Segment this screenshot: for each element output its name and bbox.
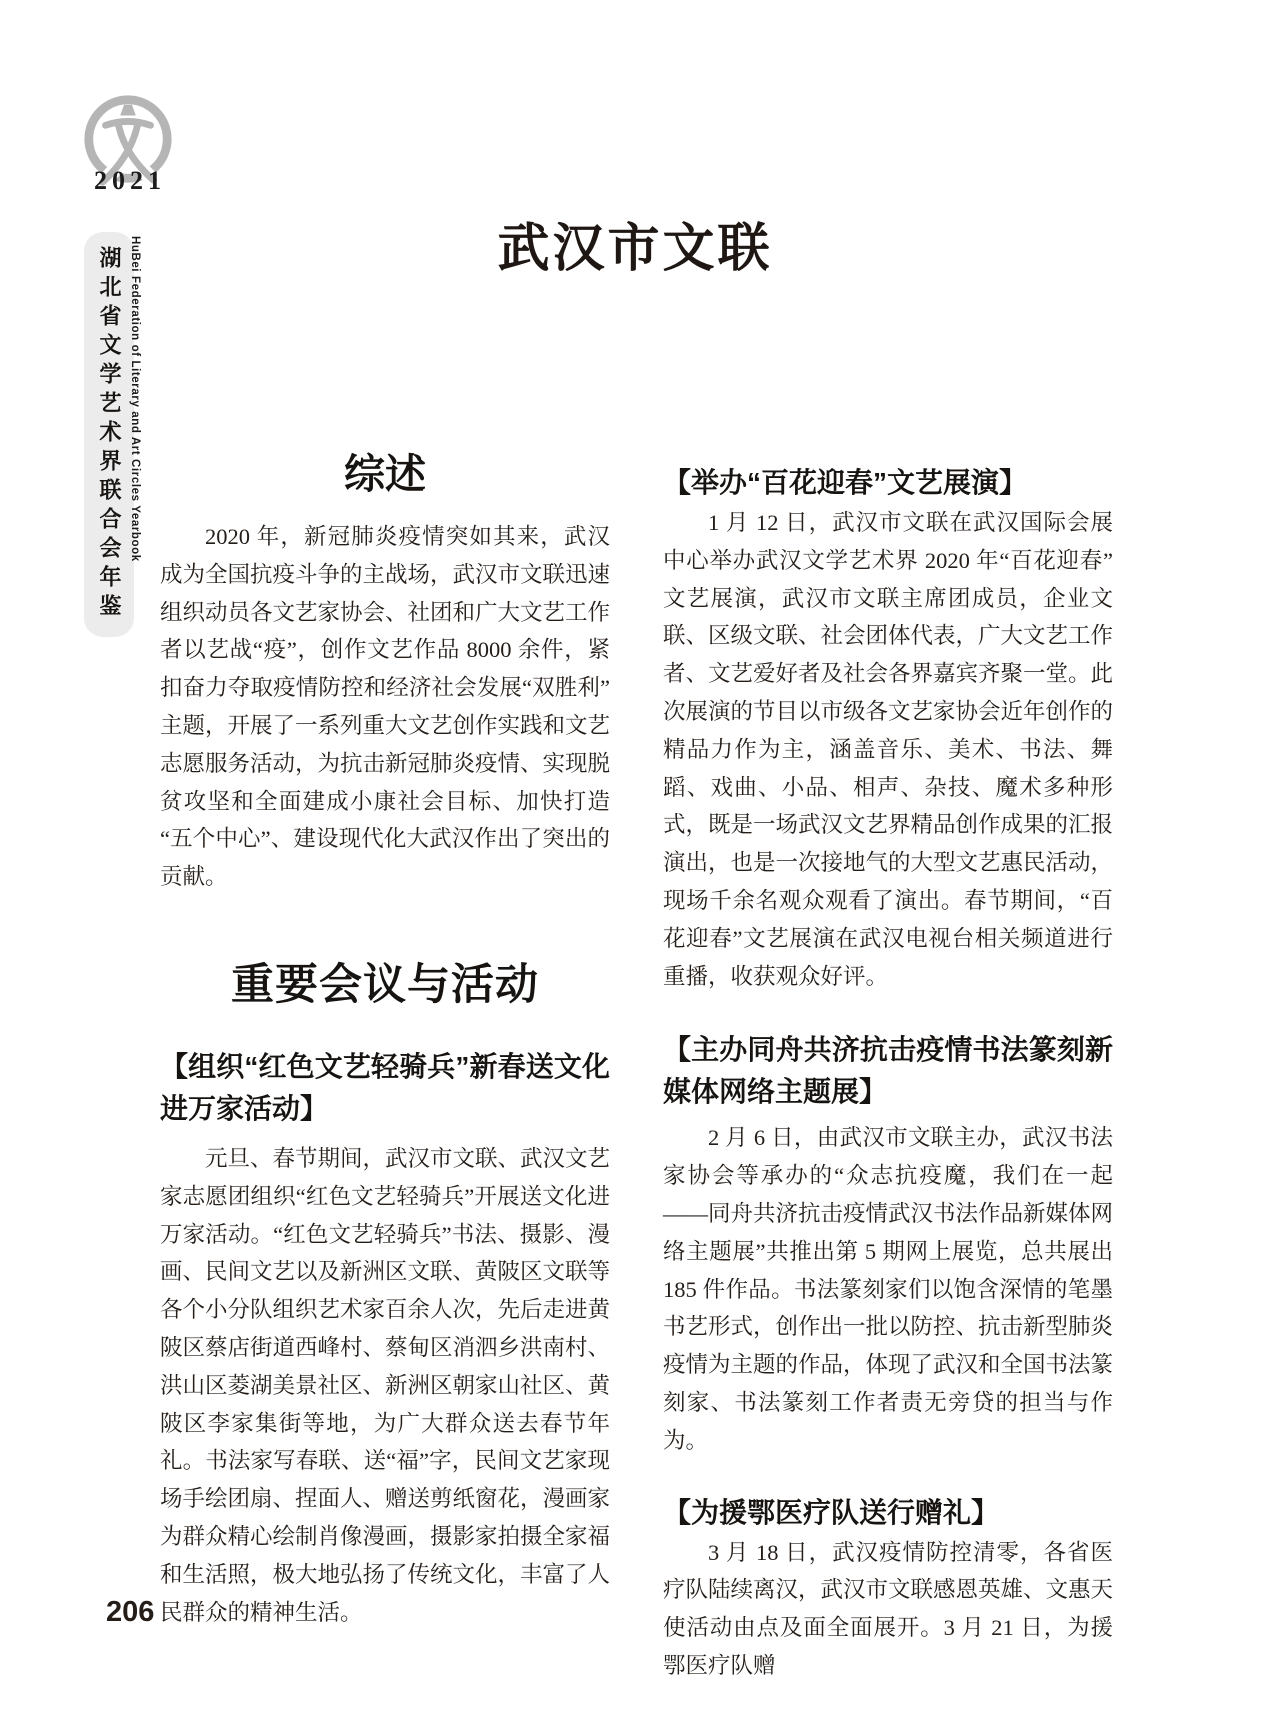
entry-heading-baihua-gala: 【举办“百花迎春”文艺展演】: [663, 467, 1028, 498]
overview-heading: 综述: [344, 451, 426, 497]
page-title: 武汉市文联: [497, 221, 773, 278]
entry-heading-medical-team-gifts: 【为援鄂医疗队送行赠礼】: [663, 1496, 1000, 1528]
page-number: 206: [106, 1596, 155, 1628]
entry-heading-red-cavalry: 【组织“红色文艺轻骑兵”新春送文化进万家活动】: [160, 1050, 610, 1124]
entry-paragraph-red-cavalry: 元旦、春节期间，武汉市文联、武汉文艺家志愿团组织“红色文艺轻骑兵”开展送文化进万家活动。“红色文艺轻骑兵”书法、摄影、漫画、民间文艺以及新洲区文联、黄陂区文联等各个小分队组织艺术家百余人次，先后走进黄陂区蔡店街道西峰村、蔡甸区消泗乡洪南村、洪山区菱湖美景社区、新洲区朝家山社区、黄陂区李家集街等地，为广大群众送去春节年礼。书法家写春联、送“福”字，民间文艺家现场手绘团扇、捏面人、赠送剪纸窗花，漫画家为群众精心绘制肖像漫画，摄影家拍摄全家福和生活照，极大地弘扬了传统文化，丰富了人民群众的精神生活。: [160, 1145, 611, 1625]
series-title-vertical-en: HuBei Federation of Literary and Art Circles Yearbook: [129, 236, 141, 562]
entry-paragraph-calligraphy-exhibition: 2 月 6 日，由武汉市文联主办，武汉书法家协会等承办的“众志抗疫魔，我们在一起——同舟共济抗击疫情武汉书法作品新媒体网络主题展”共推出第 5 期网上展览，总共展出 185 件作品。书法篆刻家们以饱含深情的笔墨书艺形式，创作出一批以防控、抗击新型肺炎疫情为主题的作品，体现了武汉和全国书法篆刻家、书法篆刻工作者责无旁贷的担当与作为。: [663, 1125, 1114, 1453]
entry-paragraph-baihua-gala: 1 月 12 日，武汉市文联在武汉国际会展中心举办武汉文学艺术界 2020 年“百花迎春”文艺展演，武汉市文联主席团成员，企业文联、区级文联、社会团体代表，广大文艺工作者、文艺爱好者及社会各界嘉宾齐聚一堂。此次展演的节目以市级各文艺家协会近年创作的精品力作为主，涵盖音乐、美术、书法、舞蹈、戏曲、小品、相声、杂技、魔术多种形式，既是一场武汉文艺界精品创作成果的汇报演出，也是一次接地气的大型文艺惠民活动，现场千余名观众观看了演出。春节期间，“百花迎春”文艺展演在武汉电视台相关频道进行重播，收获观众好评。: [663, 510, 1114, 989]
right-column: [663, 450, 1113, 1685]
entry-heading-calligraphy-exhibition: 【主办同舟共济抗击疫情书法篆刻新媒体网络主题展】: [663, 1034, 1113, 1108]
left-column: [160, 450, 610, 1631]
activities-heading: 重要会议与活动: [231, 960, 539, 1009]
edition-year: 2021: [94, 166, 166, 195]
entry-paragraph-medical-team-gifts: 3 月 18 日，武汉疫情防控清零，各省医疗队陆续离汉，武汉市文联感恩英雄、文惠天使活动由点及面全面展开。3 月 21 日，为援鄂医疗队赠: [663, 1539, 1114, 1678]
series-title-vertical-cn: 湖北省文学艺术界联合会年鉴: [84, 232, 134, 637]
overview-paragraph: 2020 年，新冠肺炎疫情突如其来，武汉成为全国抗疫斗争的主战场，武汉市文联迅速组织动员各文艺家协会、社团和广大文艺工作者以艺战“疫”，创作文艺作品 8000 余件，紧扣奋力夺取疫情防控和经济社会发展“双胜利”主题，开展了一系列重大文艺创作实践和文艺志愿服务活动，为抗击新冠肺炎疫情、实现脱贫攻坚和全面建成小康社会目标、加快打造“五个中心”、建设现代化大武汉作出了突出的贡献。: [160, 524, 611, 890]
